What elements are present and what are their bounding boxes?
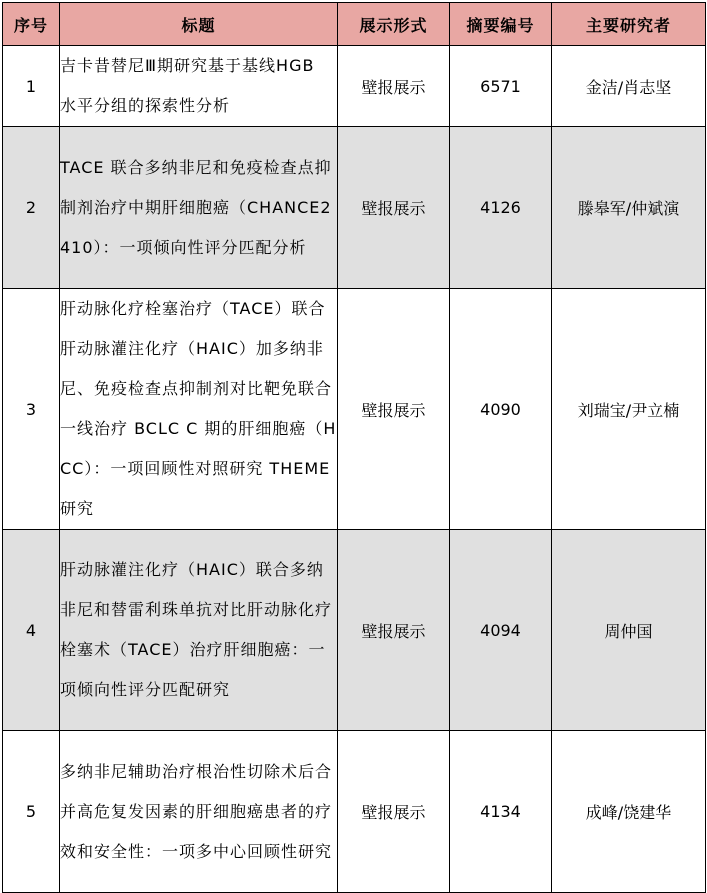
row-abstract: 4134 (450, 731, 552, 893)
row-researcher: 刘瑞宝/尹立楠 (552, 289, 706, 530)
row-number: 4 (3, 530, 60, 731)
row-form: 壁报展示 (338, 530, 450, 731)
header-abstract: 摘要编号 (450, 3, 552, 46)
row-researcher: 成峰/饶建华 (552, 731, 706, 893)
row-number: 5 (3, 731, 60, 893)
header-row (3, 3, 706, 46)
table-row (3, 127, 706, 289)
row-abstract: 4094 (450, 530, 552, 731)
table-row (3, 530, 706, 731)
table-row (3, 46, 706, 127)
row-title: 吉卡昔替尼Ⅲ期研究基于基线HGB 水平分组的探索性分析 (60, 46, 338, 127)
table-row (3, 289, 706, 530)
row-number: 1 (3, 46, 60, 127)
row-abstract: 6571 (450, 46, 552, 127)
row-abstract: 4126 (450, 127, 552, 289)
row-number: 2 (3, 127, 60, 289)
row-form: 壁报展示 (338, 46, 450, 127)
header-form: 展示形式 (338, 3, 450, 46)
table-row (3, 731, 706, 893)
header-no: 序号 (3, 3, 60, 46)
row-researcher: 滕皋军/仲斌演 (552, 127, 706, 289)
row-form: 壁报展示 (338, 731, 450, 893)
row-researcher: 金洁/肖志坚 (552, 46, 706, 127)
row-title: TACE 联合多纳非尼和免疫检查点抑制剂治疗中期肝细胞癌（CHANCE2410）：一项倾向性评分匹配分析 (60, 127, 338, 289)
research-table (2, 2, 706, 893)
row-researcher: 周仲国 (552, 530, 706, 731)
header-researcher: 主要研究者 (552, 3, 706, 46)
header-title: 标题 (60, 3, 338, 46)
row-title: 多纳非尼辅助治疗根治性切除术后合并高危复发因素的肝细胞癌患者的疗效和安全性：一项多中心回顾性研究 (60, 731, 338, 893)
row-form: 壁报展示 (338, 289, 450, 530)
row-title: 肝动脉灌注化疗（HAIC）联合多纳非尼和替雷利珠单抗对比肝动脉化疗栓塞术（TACE）治疗肝细胞癌：一项倾向性评分匹配研究 (60, 530, 338, 731)
row-title: 肝动脉化疗栓塞治疗（TACE）联合肝动脉灌注化疗（HAIC）加多纳非尼、免疫检查点抑制剂对比靶免联合一线治疗 BCLC C 期的肝细胞癌（HCC）：一项回顾性对照研究 THEME 研究 (60, 289, 338, 530)
row-number: 3 (3, 289, 60, 530)
row-form: 壁报展示 (338, 127, 450, 289)
row-abstract: 4090 (450, 289, 552, 530)
